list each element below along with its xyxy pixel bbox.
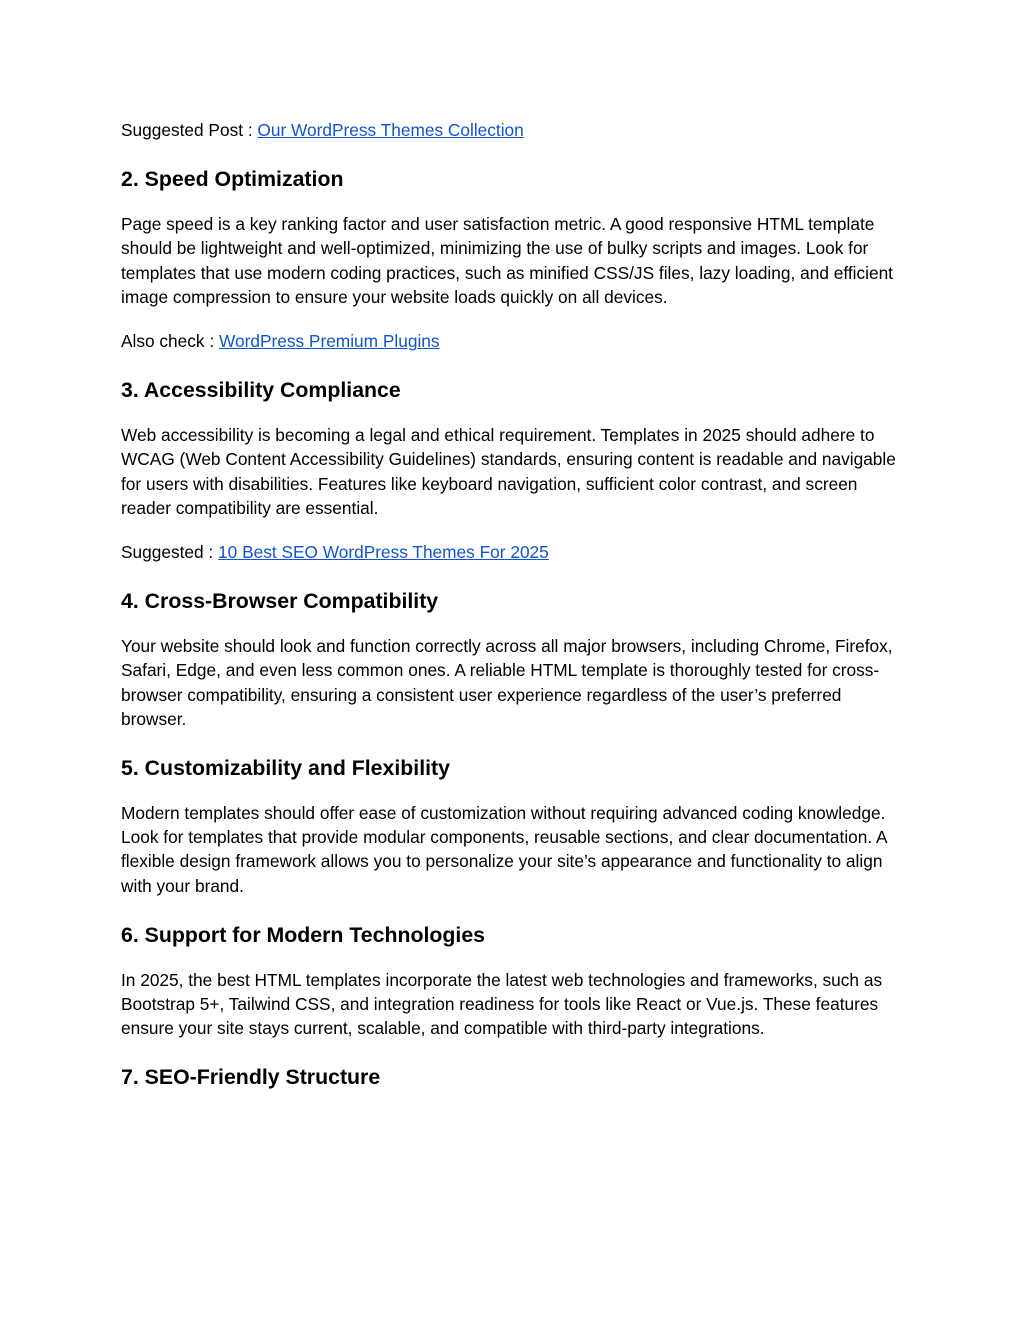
suggested-post-line (121, 118, 911, 142)
section-heading-modern-tech: 6. Support for Modern Technologies (121, 922, 486, 947)
suggested-post-link[interactable]: Our WordPress Themes Collection (257, 120, 524, 140)
also-check-line (121, 329, 911, 353)
suggested-prefix: Suggested : (121, 542, 219, 563)
also-check-link[interactable]: WordPress Premium Plugins (218, 331, 440, 352)
section-body-modern-tech: In 2025, the best HTML templates incorporate the latest web technologies and frameworks, such as Bootstrap 5+, Tailwind CSS, and integration readiness for tools like React or Vue.js. These features ensure your site stays current, scalable, and compatible with third-party integrations. (121, 969, 883, 1039)
section-heading-cross-browser: 4. Cross-Browser Compatibility (121, 589, 439, 614)
section-body-speed: Page speed is a key ranking factor and user satisfaction metric. A good responsive HTML template should be lightweight and well-optimized, minimizing the use of bulky scripts and images. Look for templates that use modern coding practices, such as minified CSS/JS files, lazy loading, and efficient image compression to ensure your website loads quickly on all devices. (121, 214, 893, 307)
section-body-customizability: Modern templates should offer ease of customization without requiring advanced coding knowledge. Look for templates that provide modular components, reusable sections, and clear documentation. A flexible design framework allows you to personalize your site’s appearance and functionality to align with your brand. (121, 803, 887, 896)
section-heading-speed: 2. Speed Optimization (121, 167, 344, 192)
section-heading-customizability: 5. Customizability and Flexibility (121, 756, 450, 781)
document-page (121, 118, 911, 1090)
suggested-post-prefix: Suggested Post : (121, 120, 258, 140)
section-body-accessibility: Web accessibility is becoming a legal and ethical requirement. Templates in 2025 should adhere to WCAG (Web Content Accessibility Guidelines) standards, ensuring content is readable and navigable for users with disabilities. Features like keyboard navigation, sufficient color contrast, and screen reader compatibility are essential. (121, 425, 896, 518)
also-check-prefix: Also check : (121, 331, 219, 352)
section-heading-seo: 7. SEO-Friendly Structure (121, 1065, 381, 1090)
suggested-line (121, 540, 911, 564)
section-body-cross-browser: Your website should look and function correctly across all major browsers, including Chrome, Firefox, Safari, Edge, and even less common ones. A reliable HTML template is thoroughly tested for cross-browser compatibility, ensuring a consistent user experience regardless of the user’s preferred browser. (121, 636, 893, 729)
section-heading-accessibility: 3. Accessibility Compliance (121, 378, 401, 403)
suggested-link[interactable]: 10 Best SEO WordPress Themes For 2025 (218, 542, 549, 563)
